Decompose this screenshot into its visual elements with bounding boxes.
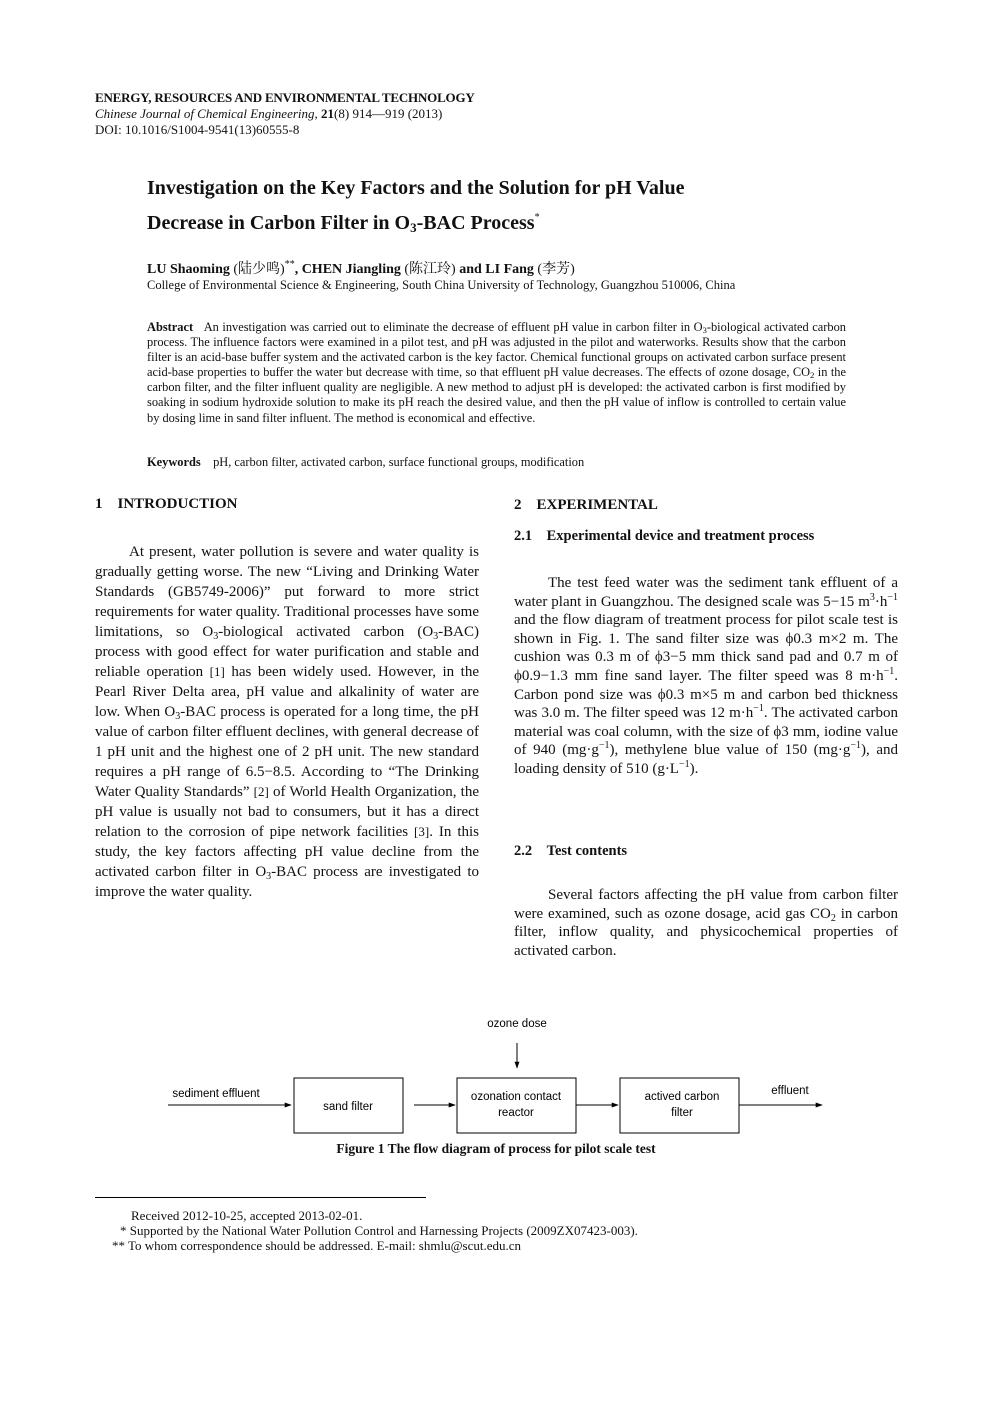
section-1-heading: 1 INTRODUCTION <box>95 496 238 512</box>
abstract-label: Abstract <box>147 320 194 334</box>
input-label: sediment effluent <box>172 1088 260 1100</box>
footnote-received: Received 2012-10-25, accepted 2013-02-01. <box>131 1208 363 1223</box>
footnote-correspondence: ** To whom correspondence should be addressed. E-mail: shmlu@scut.edu.cn <box>112 1238 522 1253</box>
experimental-device-text: The test feed water was the sediment tank effluent of a water plant in Guangzhou. The designed scale was 5−15 $m^3\cdot h^{-1}$ and the flow diagram of treatment process for pilot scale test is shown in Fig. 1. The sand filter size was ϕ0.3 m×2 m. The cushion was 0.3 m of ϕ3−5 mm thick sand pad and 0.7 m of ϕ0.9−1.3 mm fine sand layer. The filter speed was 8 $m\cdot h^{-1}$. Carbon pond size was ϕ0.3 m×5 m and carbon bed thickness was 3.0 m. The filter speed was 12 $m\cdot h^{-1}$. The activated carbon material was coal column, with the size of ϕ3 mm, iodine value of 940 $(mg\cdot g^{-1})$, methylene blue value of 150 $(mg\cdot g^{-1})$, and loading density of 510 $(g\cdot L^{-1})$. <box>514 575 898 777</box>
journal-citation: Chinese Journal of Chemical Engineering, 21(8) 914—919 (2013) <box>95 106 443 121</box>
subsection-2-2-heading: 2.2 Test contents <box>514 843 628 859</box>
citation-3[interactable]: [3] <box>414 824 430 839</box>
author-list: LU Shaoming (陆少鸣)**, CHEN Jiangling (陈江玲) and LI Fang (李芳) <box>147 259 575 277</box>
citation-2[interactable]: [2] <box>253 784 269 799</box>
title-line-1: Investigation on the Key Factors and the Solution for pH Value <box>147 177 685 199</box>
abstract: Abstract An investigation was carried out to eliminate the decrease of effluent pH value in carbon filter in $O_3$-biological activated carbon process. The influence factors were examined in a pilot test, and pH was adjusted in the pilot and waterworks. Results show that the carbon filter is an acid-base buffer system and the activated carbon is the key factor. Chemical functional groups on activated carbon surface present acid-base properties to buffer the water but decrease with time, so that effluent pH value decreases. The effects of ozone dosage, $CO_2$ in the carbon filter, and the filter influent quality are negligible. A new method to adjust pH is developed: the activated carbon is first modified by soaking in sodium hydroxide solution to make its pH reach the desired value, and then the pH value of inflow is controlled to certain value by dosing lime in sand filter influent. The method is economical and effective. <box>147 320 846 425</box>
author-2: CHEN Jiangling <box>301 262 401 277</box>
paper-title <box>147 174 847 242</box>
author-3: LI Fang <box>485 262 534 277</box>
flow-diagram <box>0 1010 992 1135</box>
doi: DOI: 10.1016/S1004-9541(13)60555-8 <box>95 122 300 137</box>
keywords: Keywords pH, carbon filter, activated carbon, surface functional groups, modification <box>147 455 585 469</box>
ozone-dose-label: ozone dose <box>487 1018 547 1030</box>
sand-filter-label: sand filter <box>323 1101 373 1113</box>
affiliation: College of Environmental Science & Engineering, South China University of Technology, Guangzhou 510006, China <box>147 278 736 292</box>
ozonation-label-1: ozonation contact <box>470 1091 562 1103</box>
ozonation-label-2: reactor <box>498 1107 534 1119</box>
journal-name: Chinese Journal of Chemical Engineering <box>95 106 315 121</box>
citation-1[interactable]: [1] <box>209 664 225 679</box>
author-1: LU Shaoming <box>147 262 230 277</box>
keywords-label: Keywords <box>147 455 201 469</box>
carbon-filter-label-2: filter <box>671 1107 693 1119</box>
effluent-label: effluent <box>771 1085 809 1097</box>
title-footnote-mark: * <box>534 212 540 223</box>
journal-volume: 21 <box>321 106 335 121</box>
footnote-support: * Supported by the National Water Pollution Control and Harnessing Projects (2009ZX07423-003). <box>120 1223 638 1238</box>
figure-caption: Figure 1 The flow diagram of process for pilot scale test <box>336 1141 656 1156</box>
test-contents-text: Several factors affecting the pH value from carbon filter were examined, such as ozone dosage, acid gas $CO_2$ in carbon filter, inflow quality, and physicochemical properties of activated carbon. <box>514 887 898 959</box>
carbon-filter-box <box>620 1078 739 1133</box>
carbon-filter-label-1: actived carbon <box>644 1091 720 1103</box>
footnote-rule <box>95 1197 426 1198</box>
journal-issue-pages: (8) 914—919 (2013) <box>334 106 443 121</box>
title-line-2: Decrease in Carbon Filter in $O_3$-BAC Process* <box>147 212 540 235</box>
introduction-text: At present, water pollution is severe and water quality is gradually getting worse. The new “Living and Drinking Water Standards (GB5749-2006)” put forward to more strict requirements for water quality. Traditional processes have some limitations, so $O_3$-biological activated carbon $(O_3-BAC)$ process with good effect for water purification and stable and reliable operation [1] has been widely used. However, in the Pearl River Delta area, pH value and alkalinity of water are low. When $O_3$-BAC process is operated for a long time, the pH value of carbon filter effluent declines, with general decrease of 1 pH unit and the highest one of 2 pH unit. The new standard requires a pH range of 6.5−8.5. According to “The Drinking Water Quality Standards” [2] of World Health Organization, the pH value is usually not bad to consumers, but it has a direct relation to the corrosion of pipe network facilities [3]. In this study, the key factors affecting pH value decline from the activated carbon filter in $O_3$-BAC process are investigated to improve the water quality. <box>95 544 480 900</box>
section-2-heading: 2 EXPERIMENTAL <box>514 497 658 513</box>
subsection-2-1-heading: 2.1 Experimental device and treatment process <box>514 528 815 544</box>
ozonation-box <box>457 1078 576 1133</box>
journal-section: ENERGY, RESOURCES AND ENVIRONMENTAL TECHNOLOGY <box>95 90 475 105</box>
